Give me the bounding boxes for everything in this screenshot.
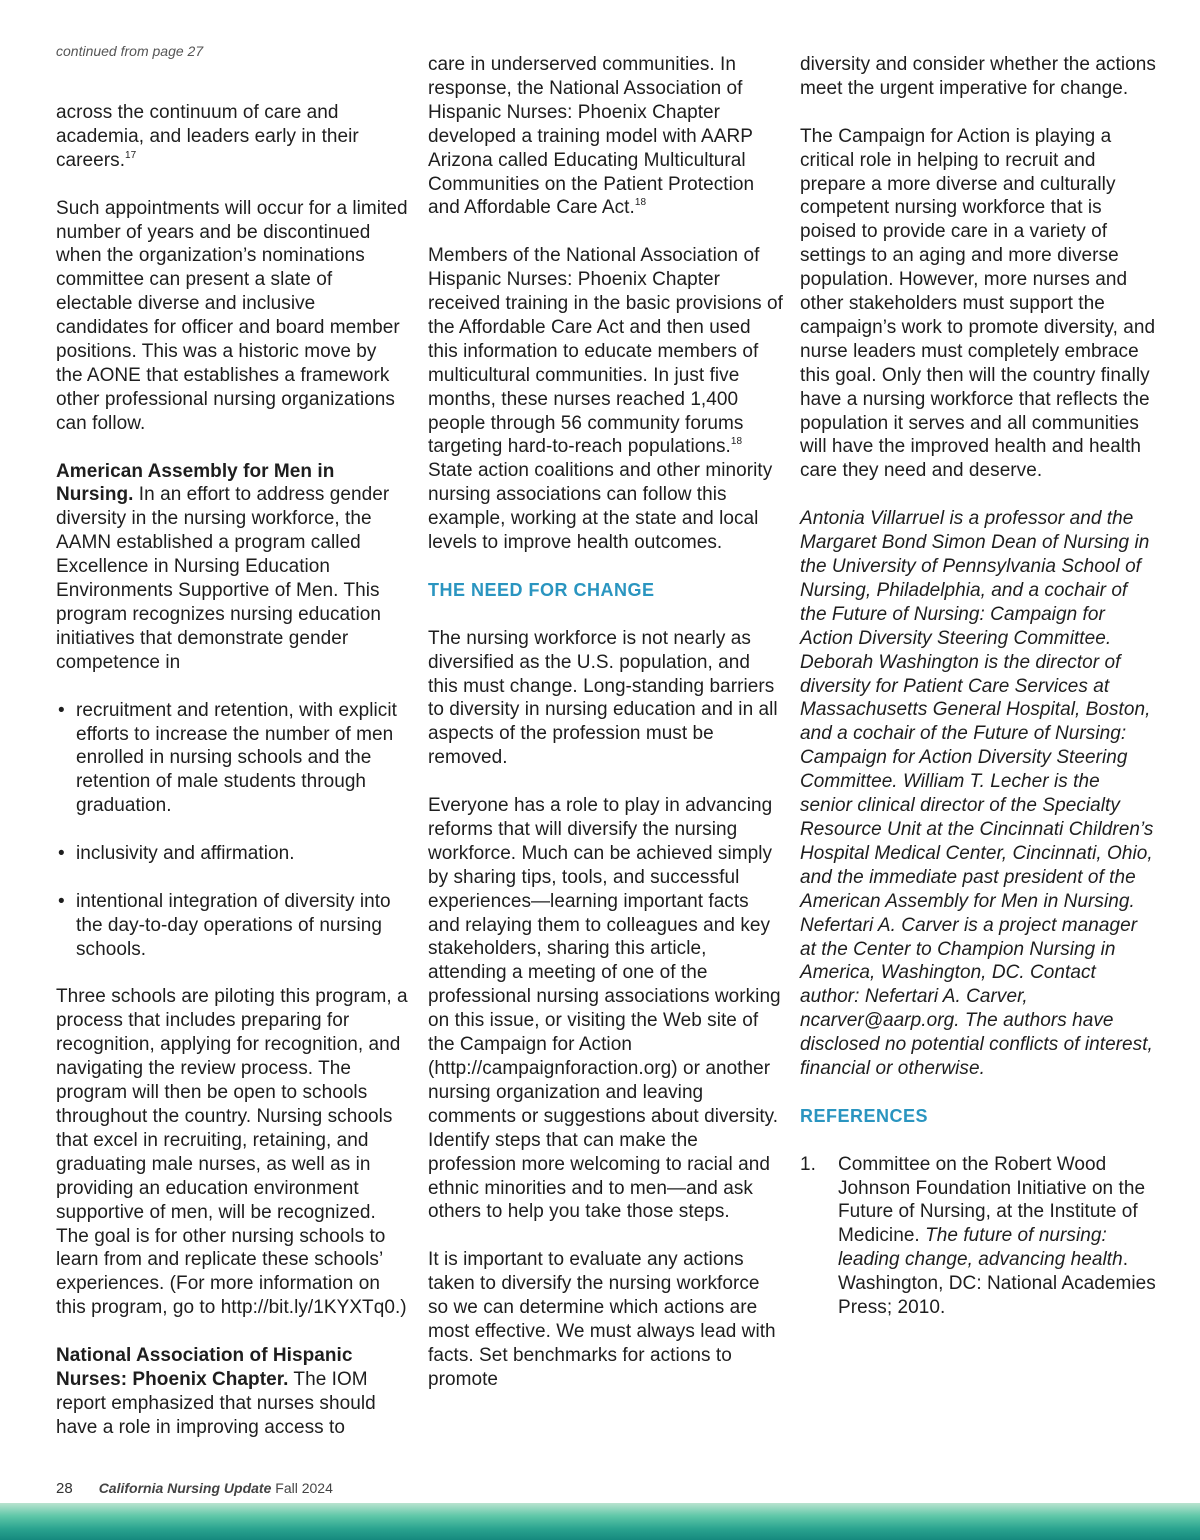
bullet-icon: • — [58, 890, 65, 912]
paragraph: Members of the National Association of Hispanic Nurses: Phoenix Chapter received training in the basic provisions of the Affordable Care Act and then used this information to educate members of multicultural communities. In just five months, these nurses reached 1,400 people through 56 community forums targeting hard-to-reach populations.$^{18}$ State action coalitions and other minority nursing associations can follow this example, working at the state and local levels to improve health outcomes. — [428, 245, 783, 554]
paragraph: The nursing workforce is not nearly as diversified as the U.S. population, and this must change. Long-standing barriers to diversity in nursing education and in all aspects of the profession must be removed. — [428, 627, 778, 769]
column-right — [800, 53, 1156, 1320]
paragraph: across the continuum of care and academia, and leaders early in their careers.$^{17}$ — [56, 102, 359, 171]
page-footer — [56, 1480, 333, 1497]
list-item: • recruitment and retention, with explicit efforts to increase the number of men enrolled in nursing schools and the retention of male students through graduation. — [58, 699, 397, 817]
publication-name: California Nursing Update — [98, 1480, 272, 1496]
paragraph: It is important to evaluate any actions taken to diversify the nursing workforce so we can determine which actions are most effective. We must always lead with facts. Set benchmarks for actions to promote — [428, 1249, 776, 1390]
author-bio: Antonia Villarruel is a professor and the Margaret Bond Simon Dean of Nursing in the University of Pennsylvania School of Nursing, Philadelphia, and a cochair of the Future of Nursing: Campaign for Action Diversity Steering Committee. Deborah Washington is the director of diversity for Patient Care Services at Massachusetts General Hospital, Boston, and a cochair of the Future of Nursing: Campaign for Action Diversity Steering Committee. William T. Lecher is the senior clinical director of the Specialty Resource Unit at the Cincinnati Children’s Hospital Medical Center, Cincinnati, Ohio, and the immediate past president of the American Assembly for Men in Nursing. Nefertari A. Carver is a project manager at the Center to Champion Nursing in America, Washington, DC. Contact author: Nefertari A. Carver, ncarver@aarp.org. The authors have disclosed no potential conflicts of interest, financial or otherwise. — [800, 508, 1154, 1080]
issue-date: Fall 2024 — [271, 1480, 333, 1496]
footnote-ref: 17 — [125, 149, 137, 161]
bullet-icon: • — [58, 699, 65, 721]
reference-item: 1. Committee on the Robert Wood Johnson Foundation Initiative on the Future of Nursing, at the Institute of Medicine. The future of nursing: leading change, advancing health. Washington, DC: National Academies Press; 2010. — [800, 1153, 1156, 1319]
paragraph: The Campaign for Action is playing a critical role in helping to recruit and prepare a more diverse and culturally competent nursing workforce that is poised to provide care in a variety of settings to an aging and more diverse population. However, more nurses and other stakeholders must support the campaign’s work to promote diversity, and nurse leaders must completely embrace this goal. Only then will the country finally have a nursing workforce that reflects the population it serves and all communities will have the improved health and health care they need and deserve. — [800, 125, 1156, 482]
continued-note: continued from page 27 — [56, 43, 204, 59]
page-number: 28 — [56, 1480, 73, 1497]
footnote-ref: 18 — [730, 436, 743, 448]
paragraph: American Assembly for Men in Nursing. In an effort to address gender diversity in the nursing workforce, the AAMN established a program called Excellence in Nursing Education Environments Supportive of Men. This program recognizes nursing education initiatives that demonstrate gender competence in — [56, 460, 390, 673]
paragraph: care in underserved communities. In response, the National Association of Hispanic Nurses: Phoenix Chapter developed a training model with AARP Arizona called Educating Multicultural Communities on the Patient Protection and Affordable Care Act.$^{18}$ — [428, 54, 755, 219]
paragraph: National Association of Hispanic Nurses: Phoenix Chapter. The IOM report emphasized that nurses should have a role in improving access to — [56, 1345, 376, 1438]
paragraph: Three schools are piloting this program, a process that includes preparing for recognition, applying for recognition, and navigating the review process. The program will then be open to schools throughout the country. Nursing schools that excel in recruiting, retaining, and graduating male nurses, as well as in providing an education environment supportive of men, will be recognized. The goal is for other nursing schools to learn from and replicate these schools’ experiences. (For more information on this program, go to http://bit.ly/1KYXTq0.) — [56, 986, 408, 1319]
footnote-ref: 18 — [634, 197, 647, 209]
paragraph: diversity and consider whether the actions meet the urgent imperative for change. — [800, 54, 1156, 99]
bullet-list — [56, 699, 408, 962]
section-heading: THE NEED FOR CHANGE — [428, 579, 655, 600]
run-in-heading-nahn: National Association of Hispanic Nurses: Phoenix Chapter. — [56, 1345, 353, 1390]
references-heading: REFERENCES — [800, 1105, 929, 1126]
reference-number: 1. — [800, 1153, 816, 1175]
column-left — [56, 101, 408, 1440]
references-list — [800, 1153, 1156, 1320]
footer-color-bar — [0, 1503, 1200, 1540]
paragraph: Everyone has a role to play in advancing reforms that will diversify the nursing workforce. Much can be achieved simply by sharing tips, tools, and successful experiences—learning important facts and relaying them to colleagues and key stakeholders, sharing this article, attending a meeting of one of the professional nursing associations working on this issue, or visiting the Web site of the Campaign for Action (http://campaignforaction.org) or another nursing organization and leaving comments or suggestions about diversity. Identify steps that can make the profession more welcoming to racial and ethnic minorities and to men—and ask others to help you take those steps. — [428, 795, 781, 1223]
list-item: • inclusivity and affirmation. — [58, 843, 295, 865]
reference-title: The future of nursing: leading change, advancing health — [838, 1225, 1123, 1271]
list-item: • intentional integration of diversity into the day-to-day operations of nursing schools. — [58, 890, 391, 960]
column-middle — [428, 53, 784, 1392]
run-in-heading-aamn: American Assembly for Men in Nursing. — [56, 460, 335, 506]
bullet-icon: • — [58, 843, 65, 865]
paragraph: Such appointments will occur for a limited number of years and be discontinued when the organization’s nominations committee can present a slate of electable diverse and inclusive candidates for officer and board member positions. This was a historic move by the AONE that establishes a framework other professional nursing organizations can follow. — [56, 197, 408, 434]
